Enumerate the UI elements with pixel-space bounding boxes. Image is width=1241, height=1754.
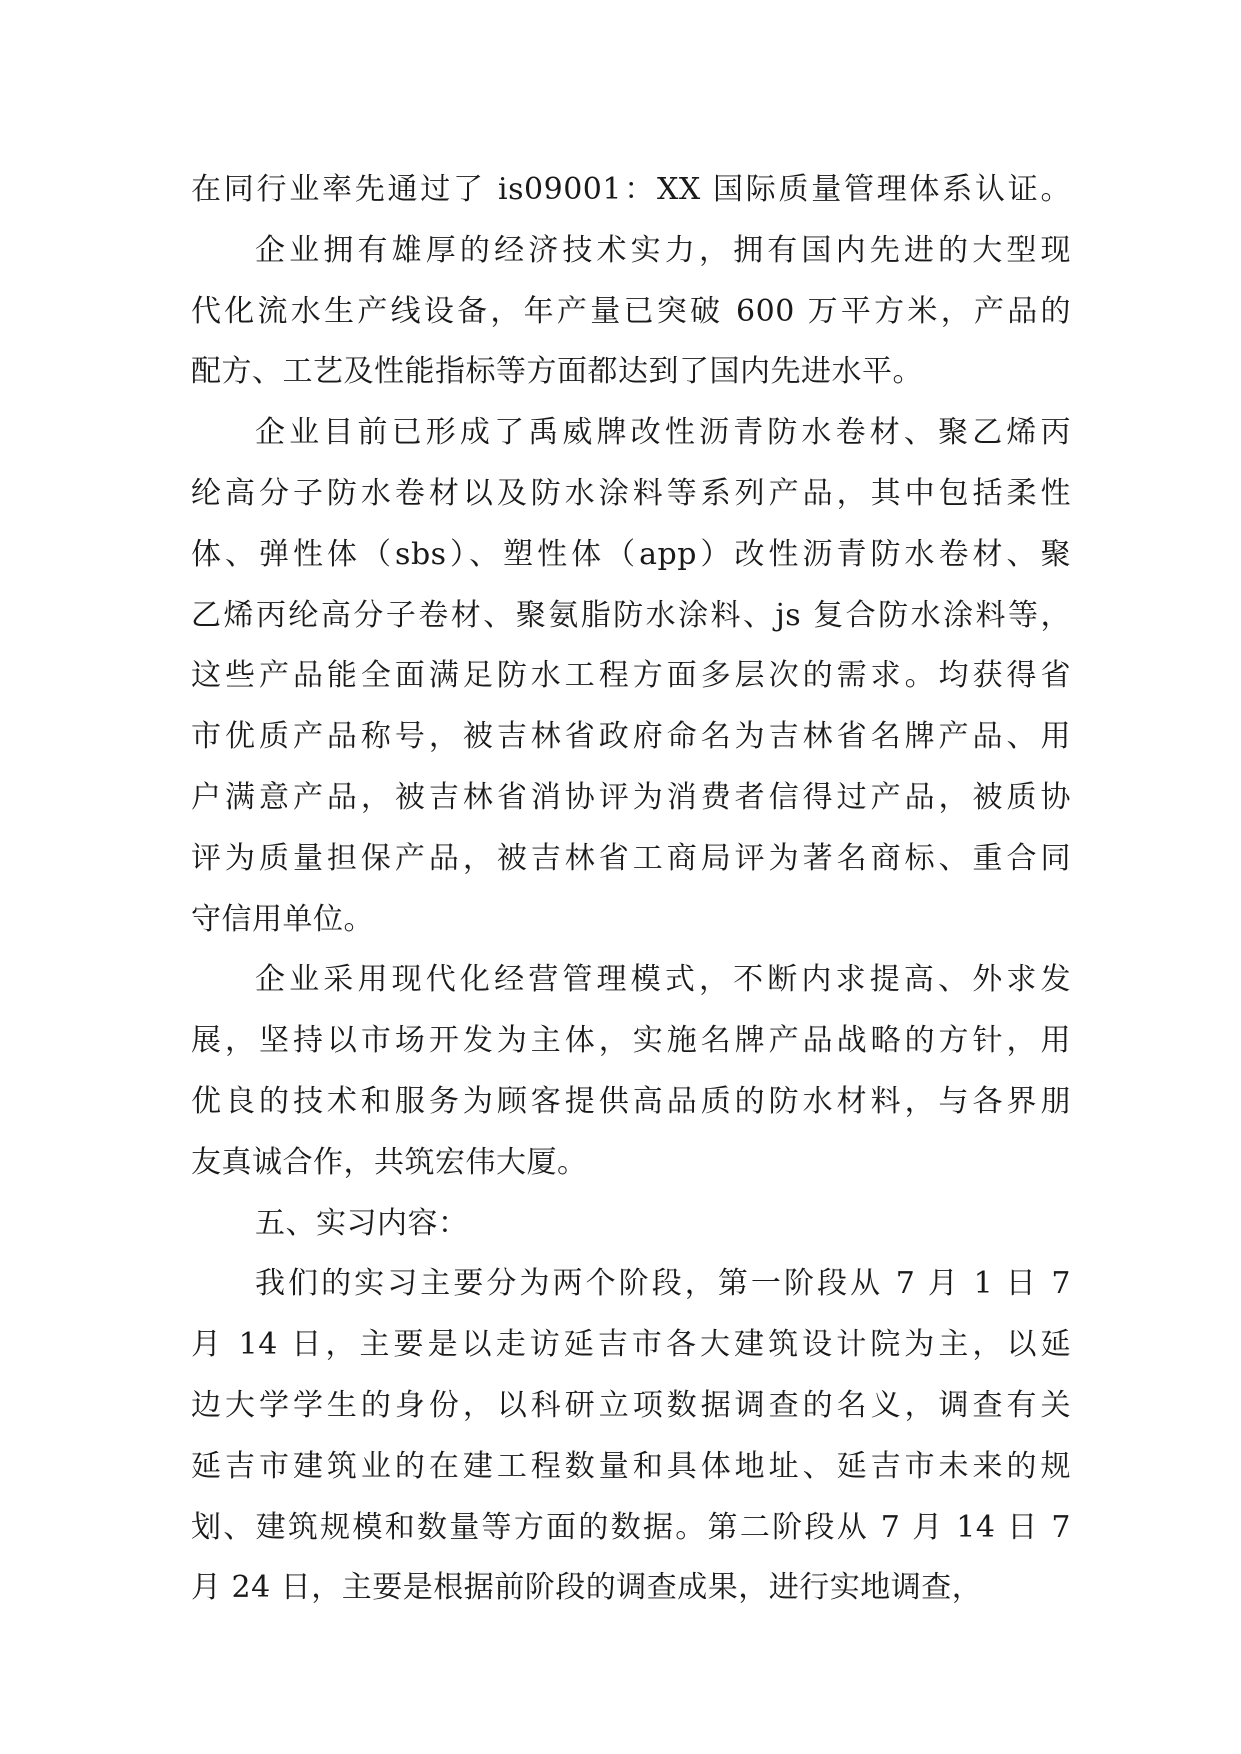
text-line: 企业采用现代化经营管理模式，不断内求提高、外求发	[255, 962, 1071, 998]
document-body	[191, 160, 1071, 1619]
text-line: 配方、工艺及性能指标等方面都达到了国内先进水平。	[191, 354, 923, 390]
text-line: 友真诚合作，共筑宏伟大厦。	[191, 1144, 588, 1180]
text-line: 户满意产品，被吉林省消协评为消费者信得过产品，被质协	[191, 779, 1071, 815]
text-line: 体、弹性体（sbs）、塑性体（app）改性沥青防水卷材、聚	[191, 536, 1071, 572]
text-line: 评为质量担保产品，被吉林省工商局评为著名商标、重合同	[191, 840, 1071, 876]
section-heading: 五、实习内容：	[255, 1205, 469, 1241]
text-line: 代化流水生产线设备，年产量已突破 600 万平方米，产品的	[191, 293, 1071, 329]
text-line: 市优质产品称号，被吉林省政府命名为吉林省名牌产品、用	[191, 719, 1071, 755]
text-line: 纶高分子防水卷材以及防水涂料等系列产品，其中包括柔性	[191, 475, 1071, 511]
text-line: 展，坚持以市场开发为主体，实施名牌产品战略的方针，用	[191, 1023, 1071, 1059]
text-line: 守信用单位。	[191, 901, 374, 937]
text-line: 我们的实习主要分为两个阶段，第一阶段从 7 月 1 日 7	[255, 1266, 1071, 1302]
text-line: 边大学学生的身份，以科研立项数据调查的名义，调查有关	[191, 1387, 1071, 1423]
text-line: 延吉市建筑业的在建工程数量和具体地址、延吉市未来的规	[191, 1448, 1071, 1484]
text-line: 月 14 日，主要是以走访延吉市各大建筑设计院为主，以延	[191, 1327, 1071, 1363]
text-line: 企业拥有雄厚的经济技术实力，拥有国内先进的大型现	[255, 232, 1071, 268]
text-line: 这些产品能全面满足防水工程方面多层次的需求。均获得省	[191, 658, 1071, 694]
text-line: 企业目前已形成了禹威牌改性沥青防水卷材、聚乙烯丙	[255, 415, 1071, 451]
text-line: 优良的技术和服务为顾客提供高品质的防水材料，与各界朋	[191, 1083, 1071, 1119]
text-line: 划、建筑规模和数量等方面的数据。第二阶段从 7 月 14 日 7	[191, 1509, 1071, 1545]
text-line: 乙烯丙纶高分子卷材、聚氨脂防水涂料、js 复合防水涂料等，	[191, 597, 1071, 633]
text-line: 月 24 日，主要是根据前阶段的调查成果，进行实地调查，	[191, 1570, 983, 1606]
text-line: 在同行业率先通过了 is09001：XX 国际质量管理体系认证。	[191, 172, 1071, 207]
